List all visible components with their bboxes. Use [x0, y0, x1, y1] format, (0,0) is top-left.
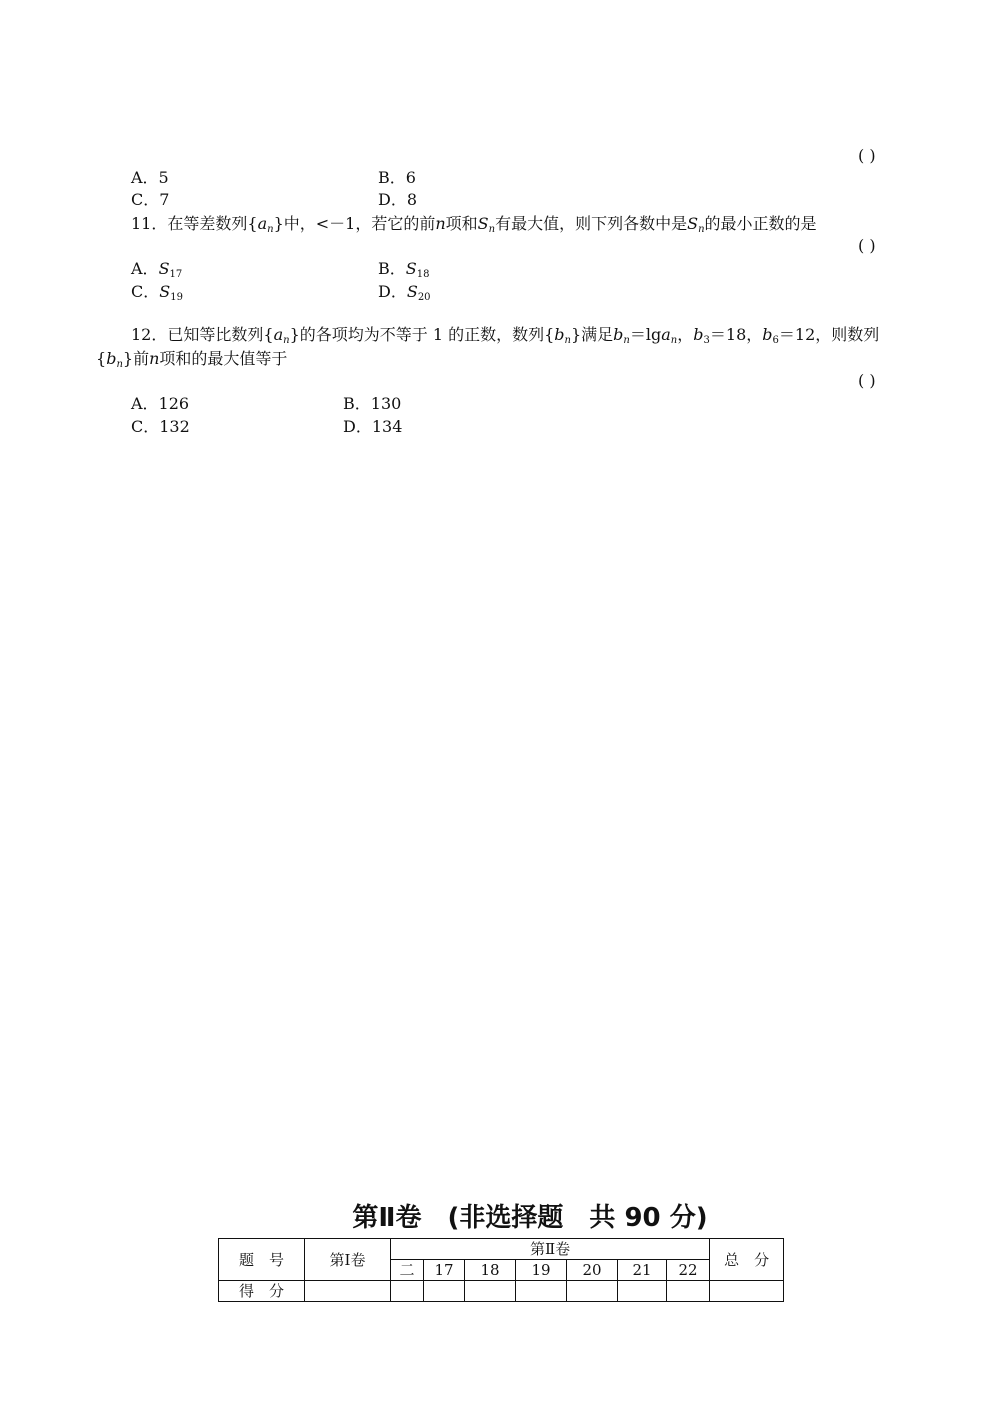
score-table-part1: 第Ⅰ卷	[305, 1239, 391, 1281]
q12-option-c: C．132	[131, 417, 190, 436]
score-cell-part1[interactable]	[305, 1281, 391, 1302]
score-cell[interactable]	[667, 1281, 710, 1302]
score-table-header-row	[219, 1239, 784, 1260]
q12-option-b: B．130	[343, 394, 402, 413]
score-table-subcol: 21	[618, 1260, 667, 1281]
score-cell[interactable]	[618, 1281, 667, 1302]
q11-option-c: C．$S_{19}$	[131, 282, 183, 303]
score-cell[interactable]	[567, 1281, 618, 1302]
score-table	[218, 1238, 784, 1302]
score-table-subcol: 22	[667, 1260, 710, 1281]
score-cell-total[interactable]	[710, 1281, 784, 1302]
score-table-label-question: 题 号	[219, 1239, 305, 1281]
q10-option-c: C．7	[131, 190, 170, 209]
q12-option-d: D．134	[343, 417, 403, 436]
q12-option-a: A．126	[131, 394, 190, 413]
q10-answer-paren: ( )	[858, 146, 876, 165]
score-table-part2: 第Ⅱ卷	[391, 1239, 710, 1260]
q10-option-d: D．8	[378, 190, 418, 209]
q11-answer-paren: ( )	[858, 236, 876, 255]
score-table-total: 总 分	[710, 1239, 784, 1281]
score-table-score-row	[219, 1281, 784, 1302]
score-cell[interactable]	[391, 1281, 424, 1302]
q12-stem-line2: $\{b_n\}$前n项和的最大值等于	[96, 349, 288, 370]
score-table-subcol: 19	[516, 1260, 567, 1281]
score-table-label-score: 得 分	[219, 1281, 305, 1302]
q10-option-b: B．6	[378, 168, 416, 187]
q11-option-d: D．$S_{20}$	[378, 282, 431, 303]
section-title: 第Ⅱ卷 (非选择题 共 90 分)	[352, 1203, 708, 1233]
score-table-subcol: 18	[465, 1260, 516, 1281]
q11-stem: 11．在等差数列$\{a_n\}$中，<－1，若它的前n项和$S_n$有最大值，则下列各数中是$S_n$的最小正数的是	[131, 214, 817, 235]
q10-option-a: A．5	[131, 168, 169, 187]
score-cell[interactable]	[424, 1281, 465, 1302]
score-cell[interactable]	[465, 1281, 516, 1302]
score-cell[interactable]	[516, 1281, 567, 1302]
q12-stem-line1: 12．已知等比数列$\{a_n\}$的各项均为不等于 1 的正数，数列$\{b_n\}$满足$b_n=\lg a_n$，$b_3=18$，$b_6=12$，则数列	[131, 325, 880, 346]
score-table-subcol: 17	[424, 1260, 465, 1281]
q12-answer-paren: ( )	[858, 371, 876, 390]
q11-option-b: B．$S_{18}$	[378, 259, 430, 280]
score-table-subcol: 二	[391, 1260, 424, 1281]
q11-option-a: A．$S_{17}$	[131, 259, 183, 280]
score-table-subcol: 20	[567, 1260, 618, 1281]
